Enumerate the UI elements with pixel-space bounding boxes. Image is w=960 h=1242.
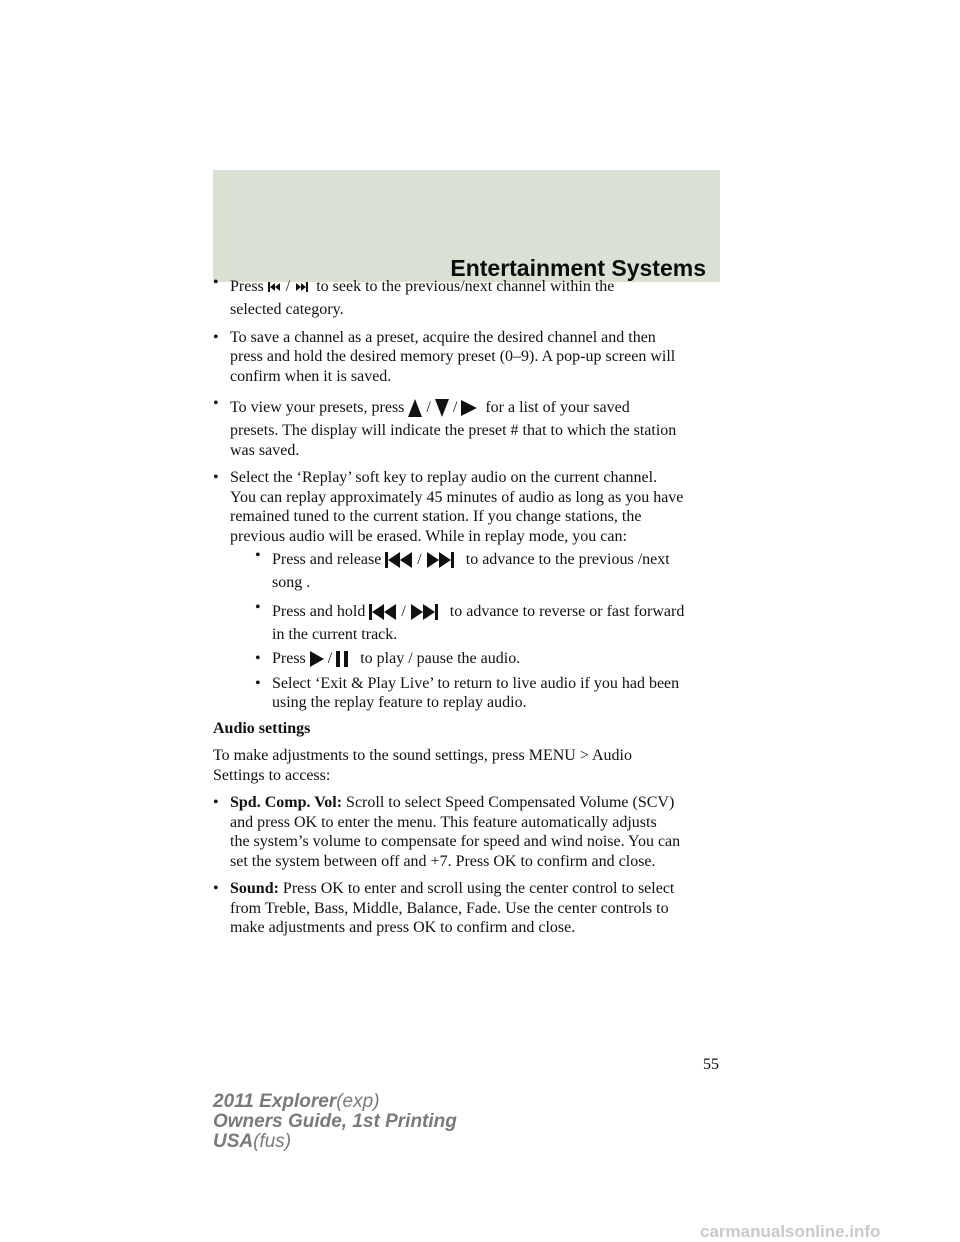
seek-previous-icon — [268, 281, 282, 293]
text: in the current track. — [272, 625, 398, 643]
separator: / — [452, 399, 458, 416]
text: To view your presets, press — [230, 399, 405, 416]
text: Press OK to enter and scroll using the center control to select — [282, 880, 675, 897]
separator: / — [327, 650, 333, 667]
text: Press and release — [272, 551, 382, 568]
sub-list-item — [255, 598, 733, 645]
list-item — [213, 468, 733, 713]
section-title: Entertainment Systems — [450, 255, 706, 281]
up-arrow-icon — [408, 399, 422, 417]
right-arrow-icon — [461, 400, 477, 416]
play-icon — [310, 651, 324, 667]
text: presets. The display will indicate the preset # that to which the station — [230, 422, 677, 439]
list-item — [213, 328, 733, 387]
rewind-icon — [369, 603, 397, 621]
text: the system’s volume to compensate for speed and wind noise. You can — [230, 833, 681, 850]
text: To make adjustments to the sound settings, press MENU > Audio — [213, 747, 632, 764]
watermark: carmanualsonline.info — [700, 1222, 881, 1241]
list-item — [213, 394, 733, 460]
audio-settings-intro — [213, 746, 733, 785]
footer-imprint — [213, 1092, 457, 1152]
text: selected category. — [230, 301, 344, 318]
text: to advance to the previous /next — [465, 551, 670, 568]
sub-list-item — [255, 649, 733, 669]
page-content — [213, 273, 733, 946]
text: to seek to the previous/next channel within the — [316, 278, 615, 295]
sub-list-item — [255, 674, 733, 713]
text: Settings to access: — [213, 766, 331, 784]
text: from Treble, Bass, Middle, Balance, Fade. Use the center controls to — [230, 899, 669, 917]
text: Press — [230, 278, 264, 295]
text: confirm when it is saved. — [230, 367, 392, 385]
text: was saved. — [230, 441, 300, 459]
text: for a list of your saved — [485, 399, 630, 416]
footer-market: USA — [213, 1131, 254, 1152]
text: • Select ‘Exit & Play Live’ to return to live audio if you had been — [272, 674, 680, 692]
text: • Select the ‘Replay’ soft key to replay audio on the current channel. — [230, 469, 658, 486]
sub-list-item — [255, 546, 733, 593]
footer-model: 2011 Explorer — [213, 1091, 337, 1112]
footer-market-code: (fus) — [253, 1131, 292, 1152]
separator: / — [417, 551, 422, 568]
list-item — [213, 793, 733, 871]
fast-forward-icon — [426, 551, 454, 569]
text: song . — [272, 574, 311, 591]
seek-next-icon — [294, 281, 308, 293]
fast-forward-icon — [410, 603, 438, 621]
rewind-icon — [385, 551, 413, 569]
pause-icon — [336, 651, 348, 667]
list-item — [213, 879, 733, 938]
list-item — [213, 273, 733, 320]
text: and press OK to enter the menu. This feature automatically adjusts — [230, 813, 657, 831]
text: to advance to reverse or fast forward — [449, 602, 685, 620]
text: set the system between off and +7. Press OK to confirm and close. — [230, 852, 656, 870]
text: Press — [272, 650, 306, 667]
text: to play / pause the audio. — [360, 650, 521, 667]
text: previous audio will be erased. While in replay mode, you can: — [230, 527, 627, 545]
audio-settings-heading: Audio settings — [213, 719, 311, 737]
text: remained tuned to the current station. If you change stations, the — [230, 508, 642, 525]
text: press and hold the desired memory preset (0–9). A pop-up screen will — [230, 348, 676, 365]
footer-guide: Owners Guide, 1st Printing — [213, 1111, 457, 1132]
text: Scroll to select Speed Compensated Volume (SCV) — [346, 794, 675, 811]
footer-code: (exp) — [336, 1091, 380, 1112]
text: You can replay approximately 45 minutes of audio as long as you have — [230, 488, 684, 506]
section-header-band — [213, 170, 720, 282]
down-arrow-icon — [435, 399, 449, 417]
separator: / — [401, 602, 406, 620]
separator: / — [285, 278, 291, 295]
term-label: Sound: — [230, 880, 279, 897]
text: Press and hold — [272, 602, 366, 620]
text: using the replay feature to replay audio. — [272, 694, 527, 711]
separator: / — [426, 399, 431, 416]
page-number: 55 — [703, 1056, 719, 1073]
text: make adjustments and press OK to confirm and close. — [230, 919, 576, 936]
text: • To save a channel as a preset, acquire the desired channel and then — [230, 328, 656, 346]
term-label: Spd. Comp. Vol: — [230, 794, 343, 811]
